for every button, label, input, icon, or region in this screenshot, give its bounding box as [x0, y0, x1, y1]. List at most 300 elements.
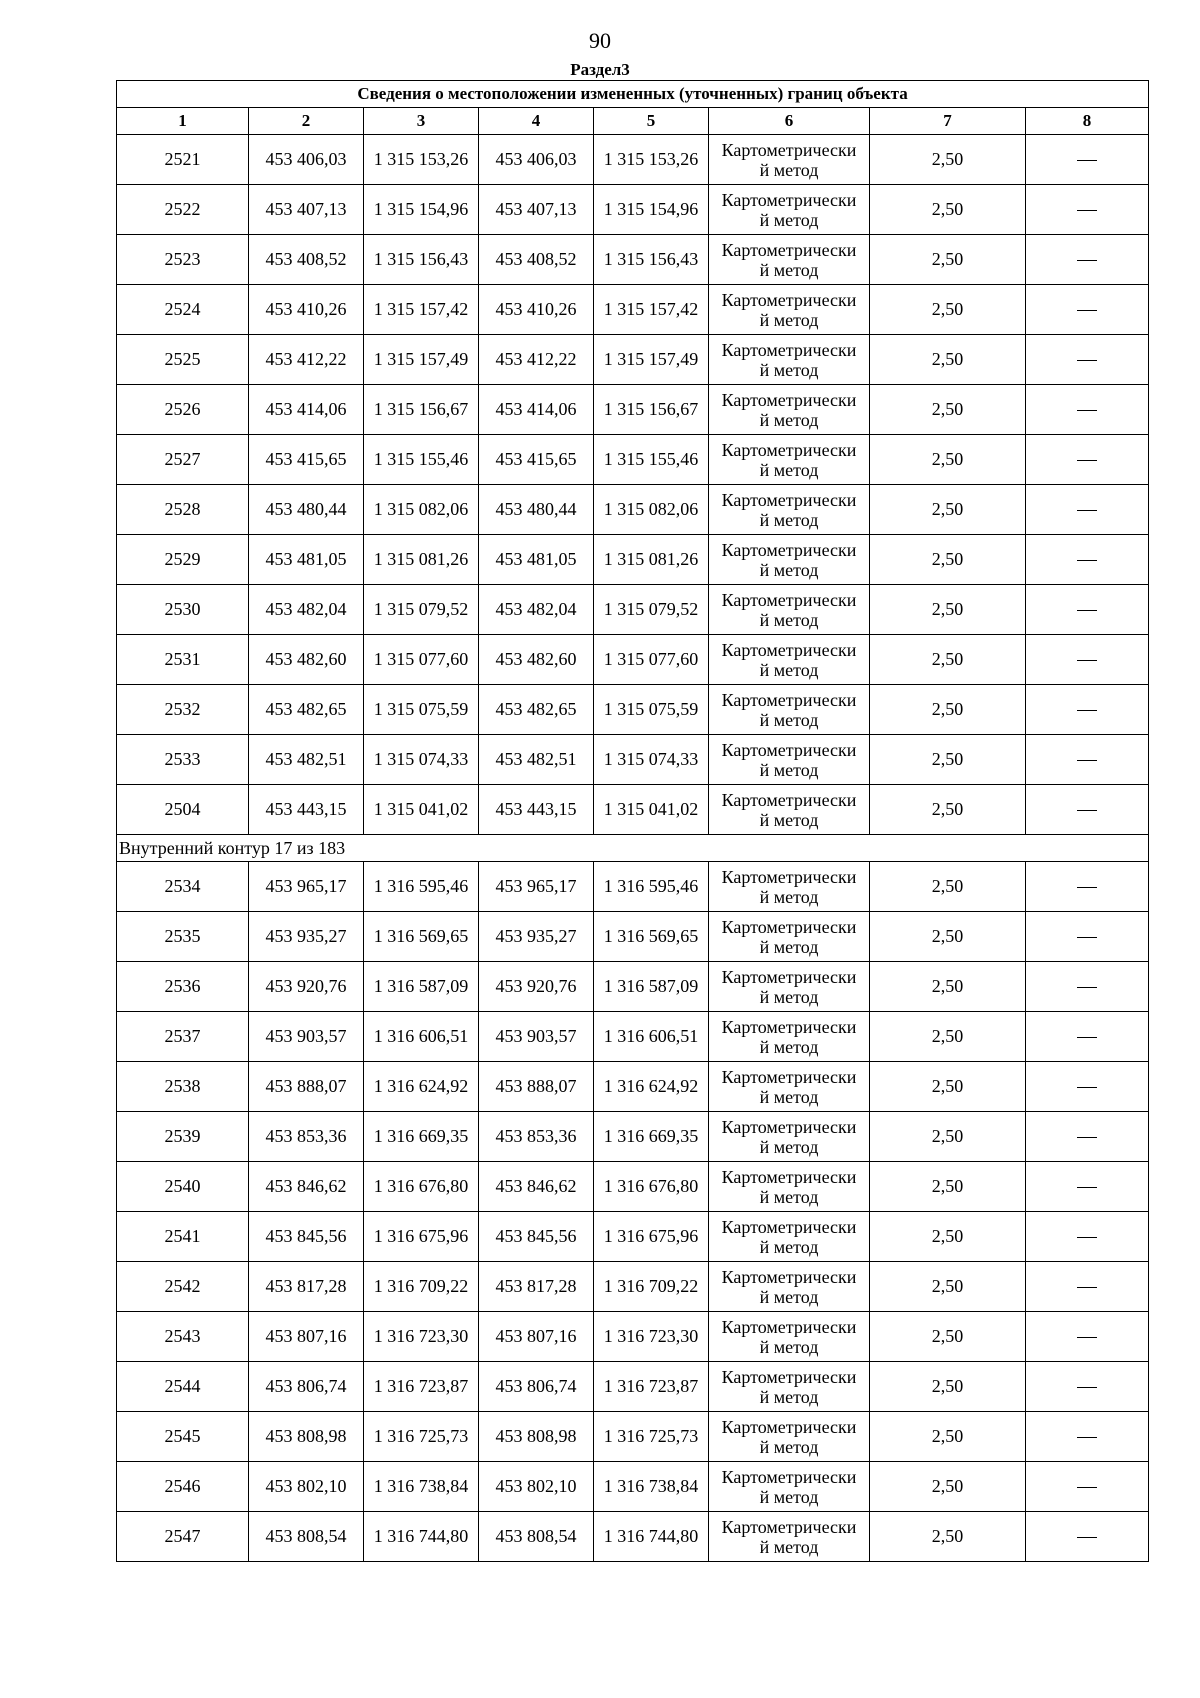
y-existing-cell: 1 316 595,46 [364, 862, 479, 912]
method-text-line: й метод [759, 1286, 819, 1307]
method-cell [709, 585, 870, 635]
x-new-cell: 453 482,60 [479, 635, 594, 685]
column-number-row [117, 108, 1149, 135]
y-new-cell: 1 315 153,26 [594, 135, 709, 185]
note-cell [1026, 735, 1149, 785]
x-existing-cell: 453 845,56 [249, 1212, 364, 1262]
point-number-cell: 2527 [117, 435, 249, 485]
point-number-cell: 2541 [117, 1212, 249, 1262]
method-text-line: й метод [759, 886, 819, 907]
table-row [117, 635, 1149, 685]
method-text-line: Картометрически [721, 389, 857, 410]
method-text-line: й метод [759, 209, 819, 230]
y-new-cell: 1 315 075,59 [594, 685, 709, 735]
x-existing-cell: 453 482,04 [249, 585, 364, 635]
x-new-cell: 453 482,65 [479, 685, 594, 735]
method-text-line: й метод [759, 259, 819, 280]
x-existing-cell: 453 481,05 [249, 535, 364, 585]
note-cell [1026, 1412, 1149, 1462]
em-dash-mark [1077, 260, 1097, 261]
y-new-cell: 1 316 738,84 [594, 1462, 709, 1512]
note-cell [1026, 962, 1149, 1012]
method-cell [709, 1162, 870, 1212]
method-text-line: й метод [759, 1136, 819, 1157]
method-text-line: Картометрически [721, 789, 857, 810]
y-new-cell: 1 316 606,51 [594, 1012, 709, 1062]
accuracy-cell: 2,50 [870, 485, 1026, 535]
method-cell [709, 135, 870, 185]
table-row [117, 135, 1149, 185]
x-existing-cell: 453 408,52 [249, 235, 364, 285]
method-text-line: й метод [759, 1086, 819, 1107]
y-new-cell: 1 316 725,73 [594, 1412, 709, 1462]
x-new-cell: 453 482,51 [479, 735, 594, 785]
page-number: 90 [589, 28, 611, 53]
note-cell [1026, 1062, 1149, 1112]
table-row [117, 1162, 1149, 1212]
em-dash-mark [1077, 660, 1097, 661]
y-new-cell: 1 315 081,26 [594, 535, 709, 585]
table-row [117, 285, 1149, 335]
method-cell [709, 285, 870, 335]
x-new-cell: 453 443,15 [479, 785, 594, 835]
method-text-line: Картометрически [721, 739, 857, 760]
x-new-cell: 453 888,07 [479, 1062, 594, 1112]
column-number: 6 [709, 108, 870, 135]
x-new-cell: 453 920,76 [479, 962, 594, 1012]
x-existing-cell: 453 482,60 [249, 635, 364, 685]
table-row [117, 785, 1149, 835]
method-text-line: Картометрически [721, 189, 857, 210]
em-dash-mark [1077, 460, 1097, 461]
accuracy-cell: 2,50 [870, 685, 1026, 735]
y-new-cell: 1 315 155,46 [594, 435, 709, 485]
table-row [117, 1012, 1149, 1062]
point-number-cell: 2543 [117, 1312, 249, 1362]
y-existing-cell: 1 315 082,06 [364, 485, 479, 535]
point-number-cell: 2530 [117, 585, 249, 635]
method-cell [709, 1412, 870, 1462]
accuracy-cell: 2,50 [870, 435, 1026, 485]
method-text-line: Картометрически [721, 239, 857, 260]
em-dash-mark [1077, 160, 1097, 161]
y-existing-cell: 1 316 676,80 [364, 1162, 479, 1212]
y-existing-cell: 1 316 675,96 [364, 1212, 479, 1262]
y-existing-cell: 1 315 081,26 [364, 535, 479, 585]
x-existing-cell: 453 965,17 [249, 862, 364, 912]
y-existing-cell: 1 316 738,84 [364, 1462, 479, 1512]
x-existing-cell: 453 410,26 [249, 285, 364, 335]
em-dash-mark [1077, 410, 1097, 411]
y-new-cell: 1 315 079,52 [594, 585, 709, 635]
point-number-cell: 2534 [117, 862, 249, 912]
table-row [117, 385, 1149, 435]
em-dash-mark [1077, 1137, 1097, 1138]
note-cell [1026, 1212, 1149, 1262]
em-dash-mark [1077, 1087, 1097, 1088]
method-text-line: Картометрически [721, 966, 857, 987]
y-new-cell: 1 315 074,33 [594, 735, 709, 785]
y-existing-cell: 1 316 744,80 [364, 1512, 479, 1562]
table-row [117, 235, 1149, 285]
x-new-cell: 453 410,26 [479, 285, 594, 335]
note-cell [1026, 235, 1149, 285]
accuracy-cell: 2,50 [870, 1312, 1026, 1362]
accuracy-cell: 2,50 [870, 535, 1026, 585]
x-existing-cell: 453 415,65 [249, 435, 364, 485]
x-existing-cell: 453 888,07 [249, 1062, 364, 1112]
x-new-cell: 453 806,74 [479, 1362, 594, 1412]
method-text-line: й метод [759, 809, 819, 830]
column-number: 3 [364, 108, 479, 135]
table-row [117, 335, 1149, 385]
note-cell [1026, 1512, 1149, 1562]
x-new-cell: 453 481,05 [479, 535, 594, 585]
table-row [117, 912, 1149, 962]
y-new-cell: 1 315 157,49 [594, 335, 709, 385]
point-number-cell: 2540 [117, 1162, 249, 1212]
y-new-cell: 1 315 157,42 [594, 285, 709, 335]
method-text-line: й метод [759, 1236, 819, 1257]
x-new-cell: 453 480,44 [479, 485, 594, 535]
point-number-cell: 2539 [117, 1112, 249, 1162]
y-new-cell: 1 315 077,60 [594, 635, 709, 685]
accuracy-cell: 2,50 [870, 1012, 1026, 1062]
y-new-cell: 1 316 676,80 [594, 1162, 709, 1212]
note-cell [1026, 1112, 1149, 1162]
em-dash-mark [1077, 810, 1097, 811]
point-number-cell: 2525 [117, 335, 249, 385]
contour-label: Внутренний контур 17 из 183 [117, 835, 1149, 862]
method-cell [709, 435, 870, 485]
method-text-line: Картометрически [721, 639, 857, 660]
method-text-line: й метод [759, 309, 819, 330]
x-existing-cell: 453 846,62 [249, 1162, 364, 1212]
point-number-cell: 2544 [117, 1362, 249, 1412]
em-dash-mark [1077, 887, 1097, 888]
column-number: 2 [249, 108, 364, 135]
method-text-line: й метод [759, 359, 819, 380]
x-new-cell: 453 808,54 [479, 1512, 594, 1562]
point-number-cell: 2532 [117, 685, 249, 735]
em-dash-mark [1077, 1437, 1097, 1438]
note-cell [1026, 285, 1149, 335]
note-cell [1026, 1012, 1149, 1062]
em-dash-mark [1077, 1187, 1097, 1188]
y-existing-cell: 1 315 041,02 [364, 785, 479, 835]
table-row [117, 735, 1149, 785]
note-cell [1026, 685, 1149, 735]
em-dash-mark [1077, 937, 1097, 938]
x-existing-cell: 453 920,76 [249, 962, 364, 1012]
y-existing-cell: 1 316 669,35 [364, 1112, 479, 1162]
note-cell [1026, 1262, 1149, 1312]
x-existing-cell: 453 414,06 [249, 385, 364, 435]
em-dash-mark [1077, 1287, 1097, 1288]
em-dash-mark [1077, 987, 1097, 988]
em-dash-mark [1077, 1537, 1097, 1538]
method-text-line: й метод [759, 1436, 819, 1457]
method-cell [709, 1012, 870, 1062]
table-row [117, 185, 1149, 235]
method-text-line: Картометрически [721, 489, 857, 510]
x-new-cell: 453 807,16 [479, 1312, 594, 1362]
y-new-cell: 1 316 595,46 [594, 862, 709, 912]
method-text-line: й метод [759, 986, 819, 1007]
method-text-line: Картометрически [721, 916, 857, 937]
em-dash-mark [1077, 210, 1097, 211]
em-dash-mark [1077, 1487, 1097, 1488]
method-text-line: Картометрически [721, 1216, 857, 1237]
method-cell [709, 485, 870, 535]
y-existing-cell: 1 315 156,43 [364, 235, 479, 285]
x-new-cell: 453 846,62 [479, 1162, 594, 1212]
method-text-line: Картометрически [721, 1266, 857, 1287]
note-cell [1026, 335, 1149, 385]
note-cell [1026, 585, 1149, 635]
y-new-cell: 1 316 569,65 [594, 912, 709, 962]
accuracy-cell: 2,50 [870, 962, 1026, 1012]
em-dash-mark [1077, 510, 1097, 511]
method-text-line: Картометрически [721, 589, 857, 610]
table-row [117, 1262, 1149, 1312]
accuracy-cell: 2,50 [870, 912, 1026, 962]
note-cell [1026, 635, 1149, 685]
accuracy-cell: 2,50 [870, 1512, 1026, 1562]
column-number: 4 [479, 108, 594, 135]
note-cell [1026, 135, 1149, 185]
accuracy-cell: 2,50 [870, 185, 1026, 235]
x-existing-cell: 453 482,65 [249, 685, 364, 735]
x-new-cell: 453 412,22 [479, 335, 594, 385]
x-new-cell: 453 903,57 [479, 1012, 594, 1062]
y-existing-cell: 1 316 723,30 [364, 1312, 479, 1362]
method-text-line: й метод [759, 1036, 819, 1057]
em-dash-mark [1077, 760, 1097, 761]
note-cell [1026, 385, 1149, 435]
method-cell [709, 635, 870, 685]
x-new-cell: 453 817,28 [479, 1262, 594, 1312]
y-existing-cell: 1 315 157,49 [364, 335, 479, 385]
y-existing-cell: 1 316 624,92 [364, 1062, 479, 1112]
method-text-line: Картометрически [721, 689, 857, 710]
x-existing-cell: 453 407,13 [249, 185, 364, 235]
note-cell [1026, 1362, 1149, 1412]
method-cell [709, 185, 870, 235]
method-text-line: й метод [759, 159, 819, 180]
x-existing-cell: 453 443,15 [249, 785, 364, 835]
accuracy-cell: 2,50 [870, 235, 1026, 285]
x-new-cell: 453 845,56 [479, 1212, 594, 1262]
table-row [117, 862, 1149, 912]
method-text-line: й метод [759, 459, 819, 480]
table-row [117, 1312, 1149, 1362]
y-existing-cell: 1 316 723,87 [364, 1362, 479, 1412]
method-text-line: Картометрически [721, 1166, 857, 1187]
method-text-line: й метод [759, 659, 819, 680]
em-dash-mark [1077, 1337, 1097, 1338]
accuracy-cell: 2,50 [870, 1162, 1026, 1212]
y-existing-cell: 1 316 606,51 [364, 1012, 479, 1062]
accuracy-cell: 2,50 [870, 135, 1026, 185]
method-text-line: й метод [759, 1486, 819, 1507]
x-existing-cell: 453 853,36 [249, 1112, 364, 1162]
em-dash-mark [1077, 360, 1097, 361]
x-existing-cell: 453 806,74 [249, 1362, 364, 1412]
table-row [117, 585, 1149, 635]
table-row [117, 1462, 1149, 1512]
method-cell [709, 1262, 870, 1312]
method-cell [709, 1362, 870, 1412]
method-text-line: й метод [759, 509, 819, 530]
table-row [117, 1112, 1149, 1162]
method-text-line: Картометрически [721, 1416, 857, 1437]
y-new-cell: 1 316 744,80 [594, 1512, 709, 1562]
y-new-cell: 1 315 156,67 [594, 385, 709, 435]
accuracy-cell: 2,50 [870, 1462, 1026, 1512]
y-existing-cell: 1 315 079,52 [364, 585, 479, 635]
y-new-cell: 1 315 156,43 [594, 235, 709, 285]
table-row [117, 1212, 1149, 1262]
point-number-cell: 2545 [117, 1412, 249, 1462]
em-dash-mark [1077, 1387, 1097, 1388]
y-existing-cell: 1 316 587,09 [364, 962, 479, 1012]
accuracy-cell: 2,50 [870, 1212, 1026, 1262]
method-text-line: й метод [759, 936, 819, 957]
accuracy-cell: 2,50 [870, 385, 1026, 435]
point-number-cell: 2528 [117, 485, 249, 535]
method-text-line: й метод [759, 409, 819, 430]
point-number-cell: 2529 [117, 535, 249, 585]
y-new-cell: 1 316 723,30 [594, 1312, 709, 1362]
accuracy-cell: 2,50 [870, 735, 1026, 785]
method-text-line: Картометрически [721, 339, 857, 360]
x-new-cell: 453 415,65 [479, 435, 594, 485]
x-existing-cell: 453 480,44 [249, 485, 364, 535]
x-new-cell: 453 853,36 [479, 1112, 594, 1162]
note-cell [1026, 485, 1149, 535]
x-existing-cell: 453 406,03 [249, 135, 364, 185]
method-text-line: Картометрически [721, 1016, 857, 1037]
method-text-line: Картометрически [721, 1366, 857, 1387]
accuracy-cell: 2,50 [870, 285, 1026, 335]
y-existing-cell: 1 315 153,26 [364, 135, 479, 185]
column-number: 1 [117, 108, 249, 135]
accuracy-cell: 2,50 [870, 1062, 1026, 1112]
note-cell [1026, 435, 1149, 485]
y-new-cell: 1 316 624,92 [594, 1062, 709, 1112]
y-new-cell: 1 316 675,96 [594, 1212, 709, 1262]
method-cell [709, 1212, 870, 1262]
method-cell [709, 1062, 870, 1112]
x-new-cell: 453 406,03 [479, 135, 594, 185]
table-body [117, 135, 1149, 1562]
method-text-line: й метод [759, 1336, 819, 1357]
x-existing-cell: 453 412,22 [249, 335, 364, 385]
x-existing-cell: 453 802,10 [249, 1462, 364, 1512]
column-number: 5 [594, 108, 709, 135]
method-text-line: Картометрически [721, 139, 857, 160]
em-dash-mark [1077, 310, 1097, 311]
method-text-line: Картометрически [721, 539, 857, 560]
y-existing-cell: 1 315 075,59 [364, 685, 479, 735]
note-cell [1026, 185, 1149, 235]
y-new-cell: 1 316 587,09 [594, 962, 709, 1012]
note-cell [1026, 1312, 1149, 1362]
y-existing-cell: 1 315 156,67 [364, 385, 479, 435]
method-cell [709, 735, 870, 785]
x-new-cell: 453 802,10 [479, 1462, 594, 1512]
x-existing-cell: 453 808,98 [249, 1412, 364, 1462]
point-number-cell: 2523 [117, 235, 249, 285]
y-new-cell: 1 315 154,96 [594, 185, 709, 235]
method-text-line: Картометрически [721, 1316, 857, 1337]
accuracy-cell: 2,50 [870, 1112, 1026, 1162]
method-text-line: й метод [759, 759, 819, 780]
table-row [117, 1362, 1149, 1412]
y-existing-cell: 1 315 157,42 [364, 285, 479, 335]
em-dash-mark [1077, 1237, 1097, 1238]
point-number-cell: 2504 [117, 785, 249, 835]
point-number-cell: 2537 [117, 1012, 249, 1062]
method-text-line: й метод [759, 1386, 819, 1407]
y-existing-cell: 1 316 569,65 [364, 912, 479, 962]
method-cell [709, 235, 870, 285]
x-existing-cell: 453 482,51 [249, 735, 364, 785]
em-dash-mark [1077, 710, 1097, 711]
x-new-cell: 453 965,17 [479, 862, 594, 912]
method-text-line: й метод [759, 1536, 819, 1557]
method-text-line: Картометрически [721, 866, 857, 887]
method-text-line: Картометрически [721, 1066, 857, 1087]
point-number-cell: 2531 [117, 635, 249, 685]
y-new-cell: 1 315 082,06 [594, 485, 709, 535]
accuracy-cell: 2,50 [870, 635, 1026, 685]
method-cell [709, 962, 870, 1012]
point-number-cell: 2547 [117, 1512, 249, 1562]
point-number-cell: 2522 [117, 185, 249, 235]
y-existing-cell: 1 315 074,33 [364, 735, 479, 785]
y-existing-cell: 1 315 155,46 [364, 435, 479, 485]
point-number-cell: 2526 [117, 385, 249, 435]
column-number: 7 [870, 108, 1026, 135]
y-new-cell: 1 316 669,35 [594, 1112, 709, 1162]
em-dash-mark [1077, 610, 1097, 611]
point-number-cell: 2538 [117, 1062, 249, 1112]
method-text-line: Картометрически [721, 289, 857, 310]
method-text-line: й метод [759, 709, 819, 730]
x-new-cell: 453 408,52 [479, 235, 594, 285]
method-cell [709, 385, 870, 435]
table-row [117, 1512, 1149, 1562]
accuracy-cell: 2,50 [870, 335, 1026, 385]
y-existing-cell: 1 315 077,60 [364, 635, 479, 685]
section-title: Раздел3 [570, 60, 630, 79]
y-existing-cell: 1 316 725,73 [364, 1412, 479, 1462]
point-number-cell: 2546 [117, 1462, 249, 1512]
method-cell [709, 1462, 870, 1512]
table-row [117, 685, 1149, 735]
method-cell [709, 535, 870, 585]
x-new-cell: 453 482,04 [479, 585, 594, 635]
note-cell [1026, 1162, 1149, 1212]
x-existing-cell: 453 935,27 [249, 912, 364, 962]
x-existing-cell: 453 817,28 [249, 1262, 364, 1312]
method-text-line: Картометрически [721, 1466, 857, 1487]
table-row [117, 485, 1149, 535]
note-cell [1026, 862, 1149, 912]
method-text-line: Картометрически [721, 439, 857, 460]
